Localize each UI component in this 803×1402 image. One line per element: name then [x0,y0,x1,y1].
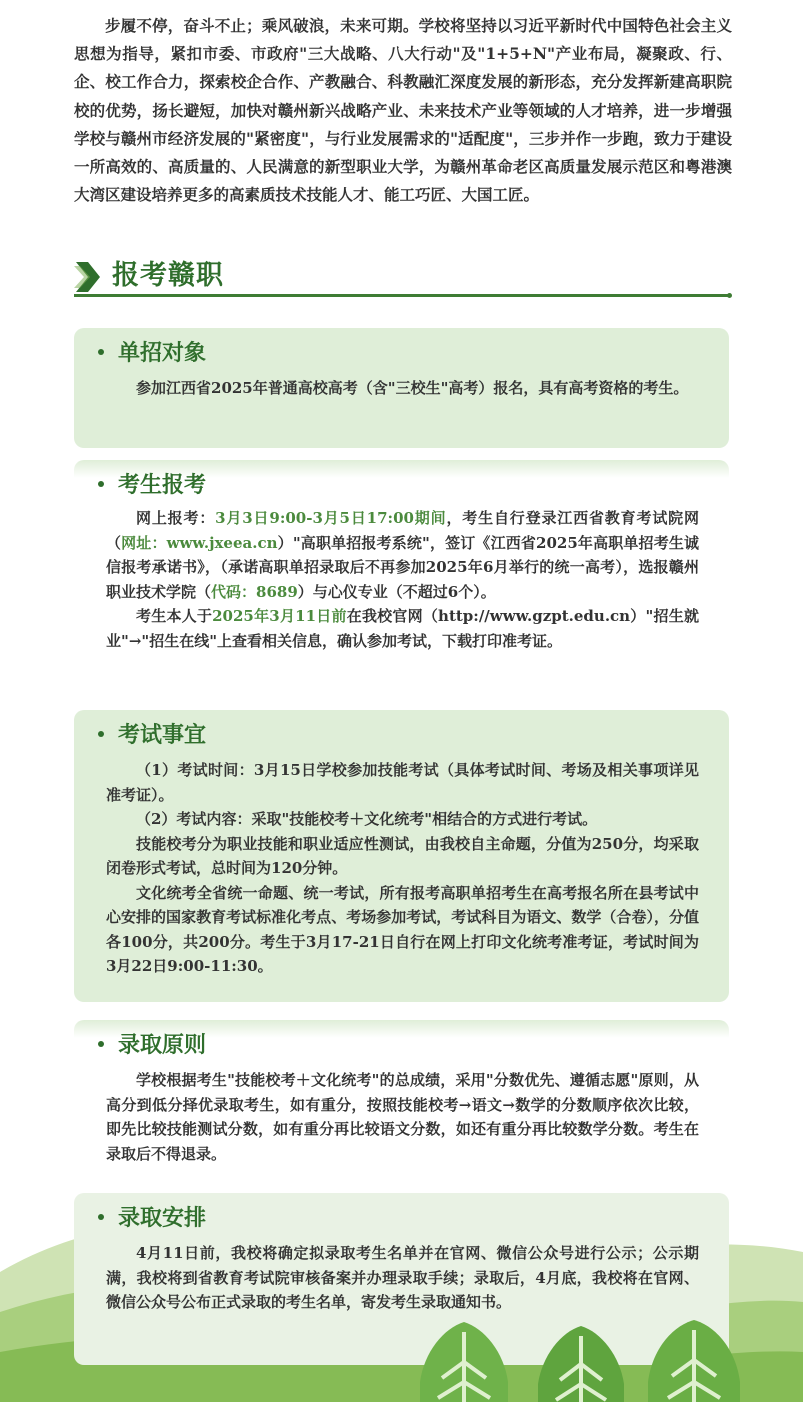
card-exam-p1: （1）考试时间：3月15日学校参加技能考试（具体考试时间、考场及相关事项详见准考证）。 [106,761,699,804]
card-arrange-title: 录取安排 [98,1203,699,1233]
bullet-icon [98,349,104,355]
card-principle-title: 录取原则 [98,1030,699,1060]
bullet-icon [98,731,104,737]
section-title: 报考赣职 [112,260,224,291]
register-period: 3月3日9:00-3月5日17:00期间 [215,509,447,527]
jxeea-link[interactable]: 网址：www.jxeea.cn [121,533,278,552]
card-register-title: 考生报考 [98,470,699,500]
card-exam-p2: （2）考试内容：采取"技能校考＋文化统考"相结合的方式进行考试。 [136,810,598,828]
bullet-icon [98,1041,104,1047]
card-principle-text: 学校根据考生"技能校考＋文化统考"的总成绩，采用"分数优先、遵循志愿"原则，从高分到低分择优录取考生，如有重分，按照技能校考→语文→数学的分数顺序依次比较，即先比较技能测试分数，如有重分再比较语文分数，如还有重分再比较数学分数。考生在录取后不得退录。 [106,1071,699,1163]
bullet-icon [98,1214,104,1220]
card-principle [74,1020,729,1188]
tree-icon [646,1320,742,1402]
intro-paragraph: 步履不停，奋斗不止；乘风破浪，未来可期。学校将坚持以习近平新时代中国特色社会主义思想为指导，紧扣市委、市政府"三大战略、八大行动"及"1+5+N"产业布局，凝聚政、行、企、校工作合力，探索校企合作、产教融合、科教融汇深度发展的新形态，充分发挥新建高职院校的优势，扬长避短，加快对赣州新兴战略产业、未来技术产业等领域的人才培养，进一步增强学校与赣州市经济发展的"紧密度"，与行业发展需求的"适配度"，三步并作一步跑，致力于建设一所高效的、高质量的、人民满意的新型职业大学，为赣州革命老区高质量发展示范区和粤港澳大湾区建设培养更多的高素质技术技能人才、能工巧匠、大国工匠。 [74,16,732,205]
card-exam-p3: 技能校考分为职业技能和职业适应性测试，由我校自主命题，分值为250分，均采取闭卷形式考试，总时间为120分钟。 [106,834,699,877]
section-divider [74,294,729,297]
card-exam [74,710,729,1002]
deadline-date: 2025年3月11日前 [212,607,347,625]
tree-icon [418,1322,510,1402]
tree-icon [536,1326,626,1402]
card-register [74,460,729,690]
card-exam-title: 考试事宜 [98,720,699,750]
section-header [74,256,732,300]
card-register-p2: 考生本人于2025年3月11日前在我校官网（http://www.gzpt.edu.cn）"招生就业"→"招生在线"上查看相关信息，确认参加考试，下载打印准考证。 [106,607,699,650]
card-target-text: 参加江西省2025年普通高校高考（含"三校生"高考）报名，具有高考资格的考生。 [136,379,689,397]
card-target [74,328,729,448]
divider-dot [727,293,732,298]
bullet-icon [98,481,104,487]
card-register-p1: 网上报考：3月3日9:00-3月5日17:00期间，考生自行登录江西省教育考试院网（网址：www.jxeea.cn）"高职单招报考系统"，签订《江西省2025年高职单招考生诚信报考承诺书》，（承诺高职单招录取后不再参加2025年6月举行的统一高考），选报赣州职业技术学院（代码：8689）与心仪专业（不超过6个）。 [106,509,699,601]
card-exam-p4: 文化统考全省统一命题、统一考试，所有报考高职单招考生在高考报名所在县考试中心安排的国家教育考试标准化考点、考场参加考试，考试科目为语文、数学（合卷），分值各100分，共200分。考生于3月17-21日自行在网上打印文化统考准考证，考试时间为3月22日9:00-11:30。 [106,883,699,975]
school-code: 代码：8689 [211,582,298,601]
chevron-right-icon [74,262,104,292]
card-arrange [74,1193,729,1365]
card-target-title: 单招对象 [98,338,699,368]
card-arrange-text: 4月11日前，我校将确定拟录取考生名单并在官网、微信公众号进行公示；公示期满，我校将到省教育考试院审核备案并办理录取手续；录取后，4月底，我校将在官网、微信公众号公布正式录取的考生名单，寄发考生录取通知书。 [106,1244,699,1311]
